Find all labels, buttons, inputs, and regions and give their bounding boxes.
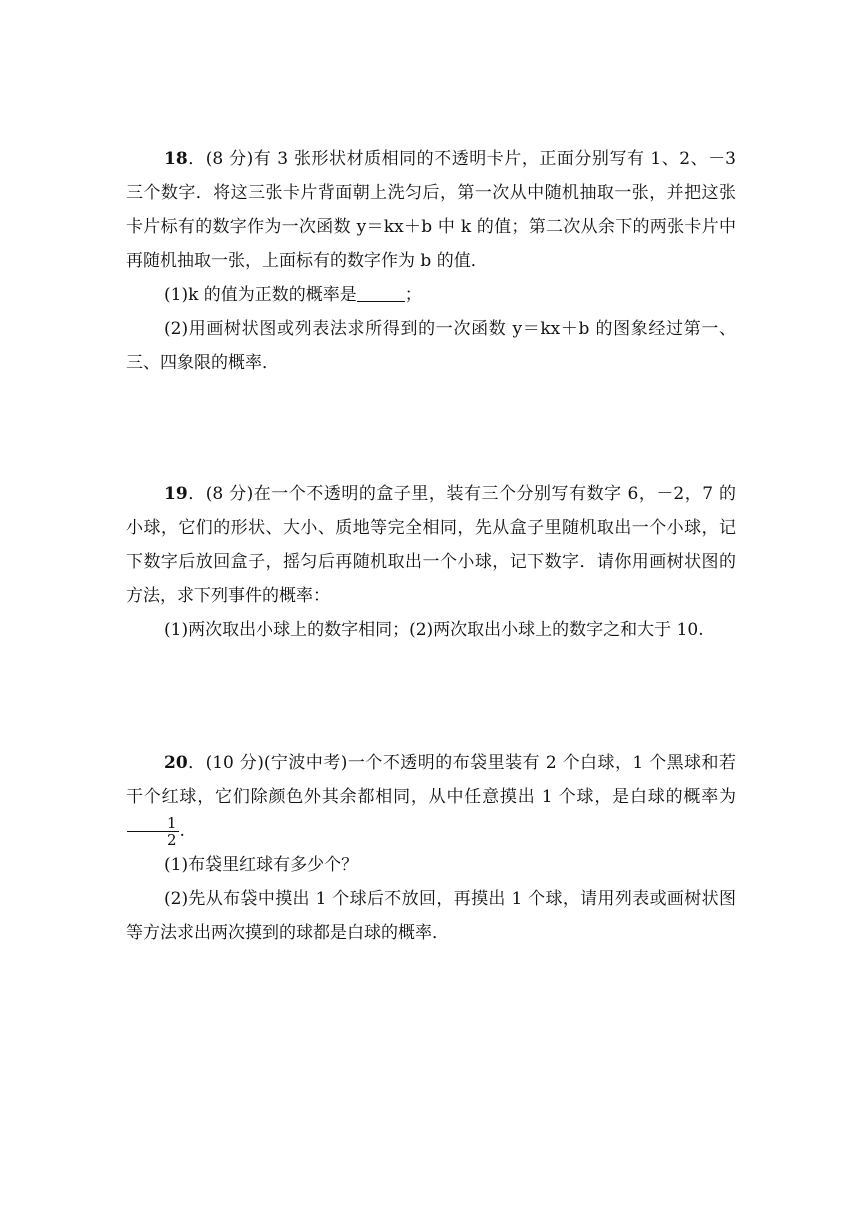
fraction-numerator: 1 xyxy=(127,815,179,832)
problem-number: 18 xyxy=(164,149,188,169)
fraction-denominator: 2 xyxy=(167,831,177,849)
problem-text: ．(8 分)在一个不透明的盒子里，装有三个分别写有数字 6，－2，7 的小球，它们的形状、大小、质地等完全相同，先从盒子里随机取出一个小球，记下数字后放回盒子，摇匀后再随机取出一个小球，记下数字．请你用画树状图的方法，求下列事件的概率： xyxy=(126,484,736,606)
problem-text-end: . xyxy=(179,821,185,841)
problem-18-part1 xyxy=(126,278,736,312)
part-text: (1)k 的值为正数的概率是 xyxy=(164,285,357,305)
problem-18 xyxy=(126,142,736,380)
problem-text: ．(10 分)(宁波中考)一个不透明的布袋里装有 2 个白球，1 个黑球和若干个红球，它们除颜色外其余都相同，从中任意摸出 1 个球，是白球的概率为 xyxy=(126,753,736,807)
problem-18-part2: (2)用画树状图或列表法求所得到的一次函数 y＝kx＋b 的图象经过第一、三、四象限的概率． xyxy=(126,319,736,373)
problem-20-part1: (1)布袋里红球有多少个？ xyxy=(164,855,359,875)
problem-number: 20 xyxy=(164,753,188,773)
answer-blank xyxy=(357,283,405,302)
problem-19 xyxy=(126,477,736,647)
fraction xyxy=(127,815,179,848)
part-text-end: ； xyxy=(404,285,422,305)
problem-19-parts: (1)两次取出小球上的数字相同；(2)两次取出小球上的数字之和大于 10. xyxy=(164,620,704,640)
problem-text: ．(8 分)有 3 张形状材质相同的不透明卡片，正面分别写有 1、2、－3 三个数字．将这三张卡片背面朝上洗匀后，第一次从中随机抽取一张，并把这张卡片标有的数字作为一次函数 y＝kx＋b 中 k 的值；第二次从余下的两张卡片中再随机抽取一张，上面标有的数字作为 b 的值． xyxy=(126,149,736,271)
problem-18-stem xyxy=(126,142,736,278)
problem-number: 19 xyxy=(164,484,188,504)
problem-20-part2: (2)先从布袋中摸出 1 个球后不放回，再摸出 1 个球，请用列表或画树状图等方法求出两次摸到的球都是白球的概率． xyxy=(126,889,736,943)
problem-20 xyxy=(126,746,736,950)
problem-20-stem xyxy=(126,746,736,848)
problem-19-stem xyxy=(126,477,736,613)
